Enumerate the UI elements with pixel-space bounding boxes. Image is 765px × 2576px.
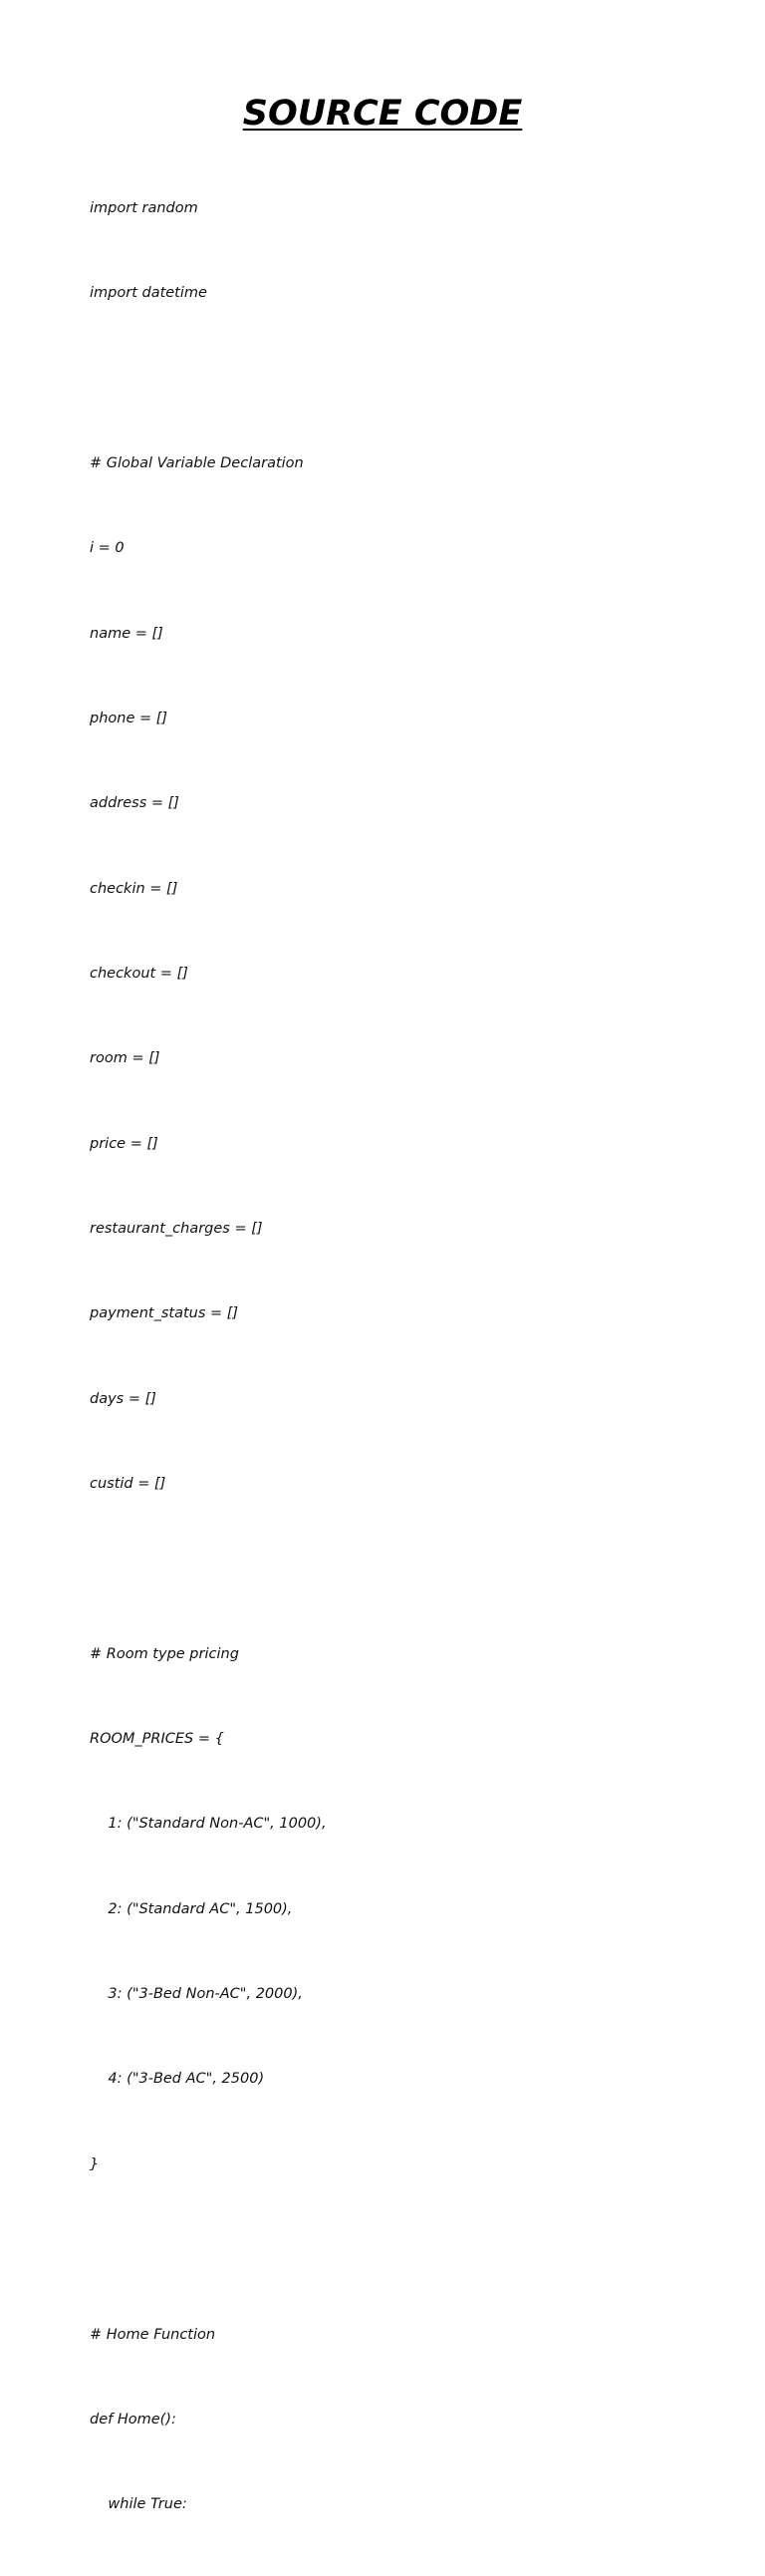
code-line: # Home Function	[90, 2326, 216, 2343]
code-line: address = []	[90, 795, 179, 812]
code-line: import datetime	[90, 285, 207, 302]
code-line: days = []	[90, 1390, 156, 1407]
code-line: 3: ("3-Bed Non-AC", 2000),	[90, 1986, 303, 2003]
code-line: ROOM_PRICES = {	[90, 1731, 224, 1748]
code-line: custid = []	[90, 1476, 166, 1493]
code-line: def Home():	[90, 2411, 176, 2428]
code-line: name = []	[90, 625, 163, 642]
code-line: price = []	[90, 1135, 158, 1152]
code-line	[90, 1555, 727, 1582]
code-line: checkin = []	[90, 880, 178, 897]
code-line: 4: ("3-Bed AC", 2500)	[90, 2071, 265, 2088]
code-line: payment_status = []	[90, 1305, 239, 1322]
code-line: 1: ("Standard Non-AC", 1000),	[90, 1816, 327, 1833]
code-line: import random	[90, 199, 198, 216]
code-line: phone = []	[90, 710, 168, 726]
code-line: i = 0	[90, 540, 125, 557]
code-line: }	[90, 2155, 100, 2172]
code-line	[90, 365, 727, 393]
code-line: # Global Variable Declaration	[90, 454, 304, 471]
code-line: # Room type pricing	[90, 1645, 239, 1662]
code-line: room = []	[90, 1050, 160, 1067]
code-line: checkout = []	[90, 966, 188, 982]
code-line: restaurant_charges = []	[90, 1221, 263, 1238]
code-line	[90, 2235, 727, 2263]
page-title: SOURCE CODE	[242, 94, 523, 134]
code-line: while True:	[90, 2496, 187, 2513]
code-line: 2: ("Standard AC", 1500),	[90, 1900, 293, 1917]
source-code-block	[90, 138, 727, 2576]
